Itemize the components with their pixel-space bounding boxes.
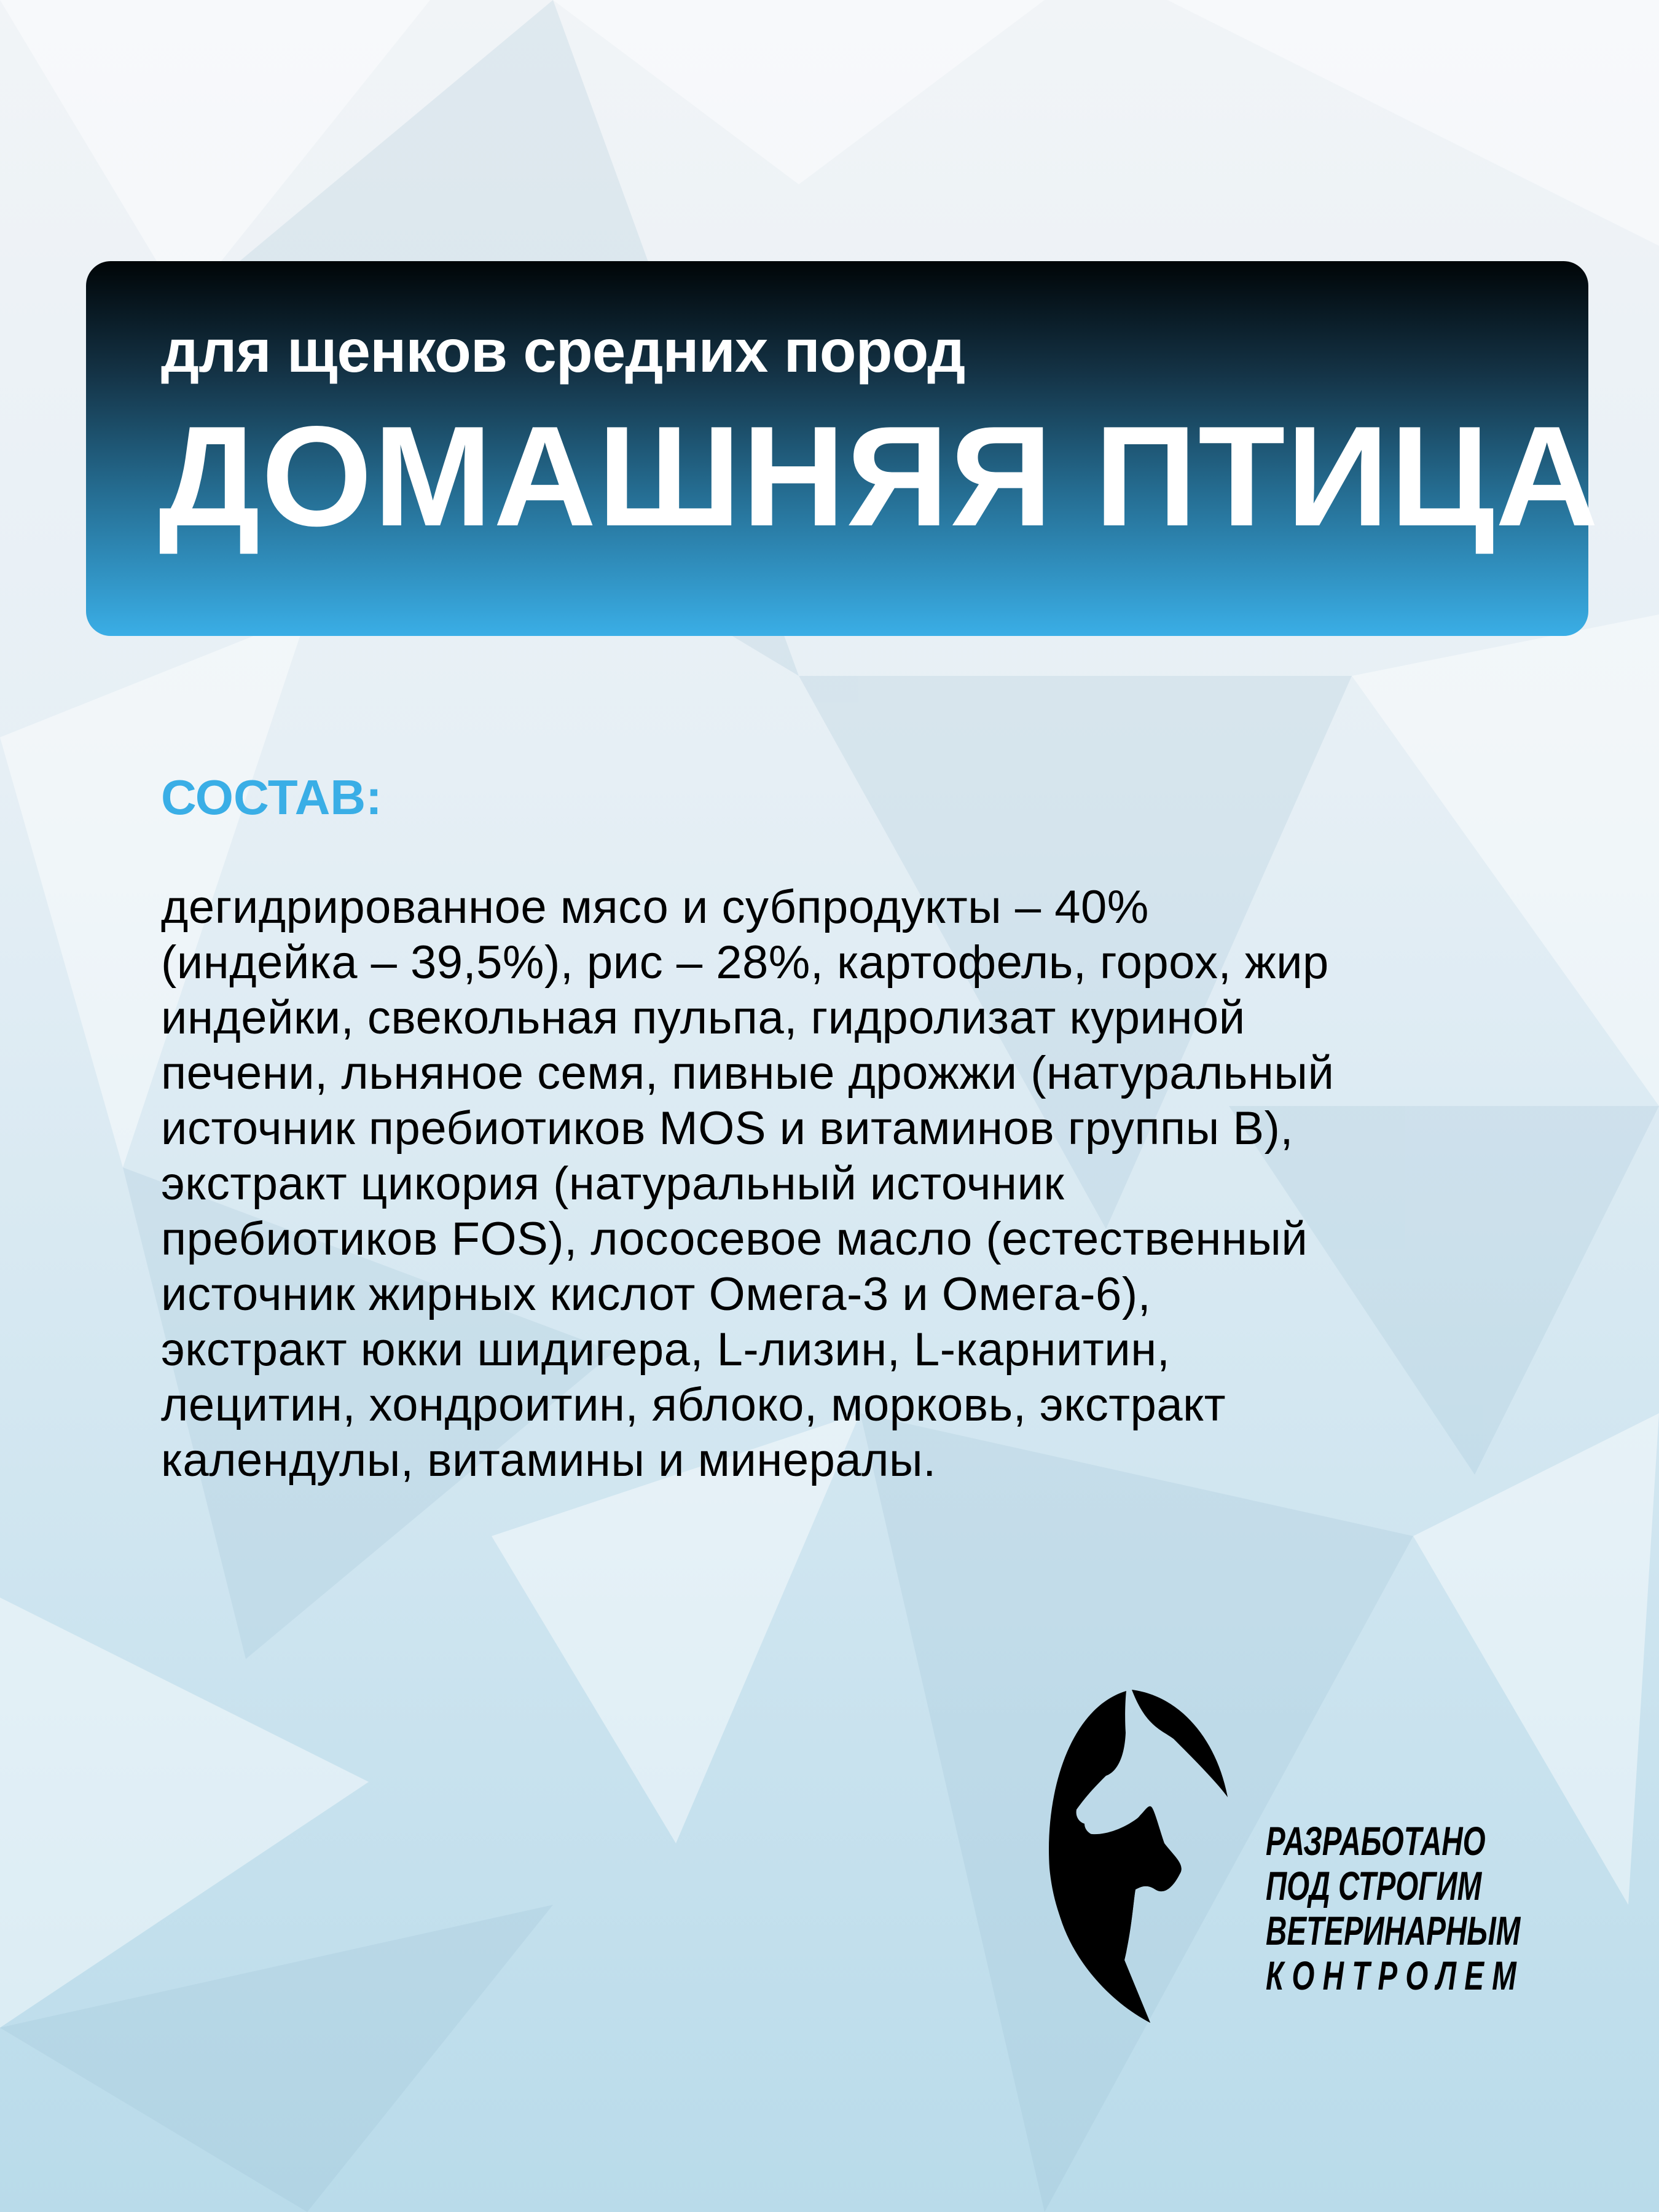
- badge-line: РАЗРАБОТАНО: [1266, 1818, 1486, 1864]
- composition-line: (индейка – 39,5%), рис – 28%, картофель, горох, жир: [161, 936, 1329, 989]
- badge-line: ПОД СТРОГИМ: [1266, 1863, 1482, 1908]
- product-subtitle: для щенков средних пород: [161, 317, 965, 385]
- composition-heading: СОСТАВ:: [161, 770, 382, 825]
- composition-line: дегидрированное мясо и субпродукты – 40%: [161, 881, 1149, 933]
- composition-text: [161, 880, 1334, 1488]
- composition-line: календулы, витамины и минералы.: [161, 1434, 936, 1486]
- composition-line: экстракт цикория (натуральный источник: [161, 1158, 1065, 1210]
- composition-line: индейки, свекольная пульпа, гидролизат куриной: [161, 992, 1245, 1044]
- badge-line: ВЕТЕРИНАРНЫМ: [1266, 1908, 1521, 1953]
- badge-line: К О Н Т Р О Л Е М: [1266, 1953, 1516, 1998]
- composition-line: источник пребиотиков MOS и витаминов группы B),: [161, 1102, 1294, 1155]
- composition-line: источник жирных кислот Омега-3 и Омега-6),: [161, 1268, 1151, 1320]
- product-title: ДОМАШНЯЯ ПТИЦА: [159, 397, 1600, 556]
- vet-control-badge-text: [1266, 1819, 1573, 1998]
- composition-line: экстракт юкки шидигера, L-лизин, L-карнитин,: [161, 1324, 1171, 1376]
- composition-line: пребиотиков FOS), лососевое масло (естественный: [161, 1213, 1308, 1265]
- composition-line: печени, льняное семя, пивные дрожжи (натуральный: [161, 1047, 1335, 1099]
- composition-line: лецитин, хондроитин, яблоко, морковь, экстракт: [161, 1379, 1226, 1431]
